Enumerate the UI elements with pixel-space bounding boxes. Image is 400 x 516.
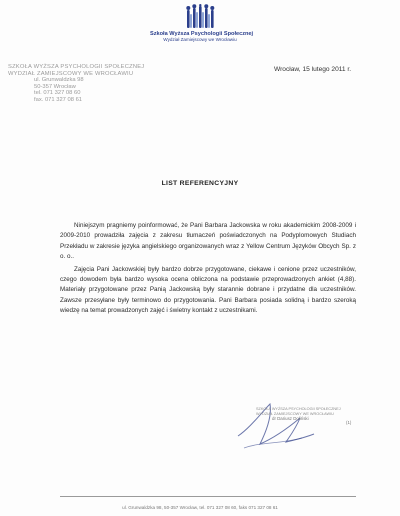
stamp-street: ul. Grunwaldzka 98 (34, 77, 84, 84)
sig-stamp-name: dr Dariusz Doliński (272, 415, 309, 421)
footer-divider (60, 496, 356, 497)
sig-stamp-school: SZKOŁA WYŻSZA PSYCHOLOGII SPOŁECZNEJ (256, 407, 341, 411)
stamp-line-school: SZKOŁA WYŻSZA PSYCHOLOGII SPOŁECZNEJ (8, 64, 145, 70)
school-name: Szkoła Wyższa Psychologii Społecznej (150, 31, 254, 37)
letter-date: Wrocław, 15 lutego 2011 r. (274, 66, 352, 73)
sig-stamp-number: (1) (346, 420, 352, 426)
letter-title: LIST REFERENCYJNY (161, 180, 239, 187)
stamp-fax: fax. 071 327 08 61 (34, 96, 83, 103)
stamp-tel: tel. 071 327 08 60 (34, 90, 81, 97)
address-stamp (8, 64, 158, 104)
paragraph-1: Niniejszym pragniemy poinformować, że Pani Barbara Jackowska w roku akademickim 2008-2009 i 2009-2010 prowadziła zajęcia z zakresu tłumaczeń poświadczonych na Podyplomowych Studiach Przekładu w zakresie języka angielskiego organizowanych wraz z Yellow Centrum Języków Obcych Sp. z o. o.. (60, 222, 356, 261)
figures-logo-icon (183, 4, 217, 30)
sig-stamp-faculty: WYDZIAŁ ZAMIEJSCOWY WE WROCŁAWIU (256, 411, 334, 416)
faculty-name: Wydział Zamiejscowy we Wrocławiu (163, 37, 237, 42)
stamp-city: 50-357 Wrocław (34, 83, 76, 90)
paragraph-2: Zajęcia Pani Jackowskiej były bardzo dobrze przygotowane, ciekawe i cenione przez uczestników, czego dowodem była bardzo wysoka ocena obliczona na podstawie przeprowadzonych ankiet (4,88). Materiały przygotowane przez Panią Jackowską były starannie dobrane i przydatne dla uczestników. Zawsze przesyłane były terminowo do przygotowania. Pani Barbara posiada solidną i bardzo szeroką wiedzę na temat prowadzonych zajęć i świetny kontakt z uczestnikami. (60, 265, 356, 315)
letter-body (60, 221, 356, 319)
school-logo (150, 4, 254, 42)
signature-stamp (256, 407, 366, 426)
stamp-line-faculty: WYDZIAŁ ZAMIEJSCOWY WE WROCŁAWIU (8, 70, 134, 77)
footer-address: ul. Grunwaldzka 98, 50-357 Wrocław, tel. 071 327 08 60, faks 071 327 08 61 (122, 505, 278, 510)
